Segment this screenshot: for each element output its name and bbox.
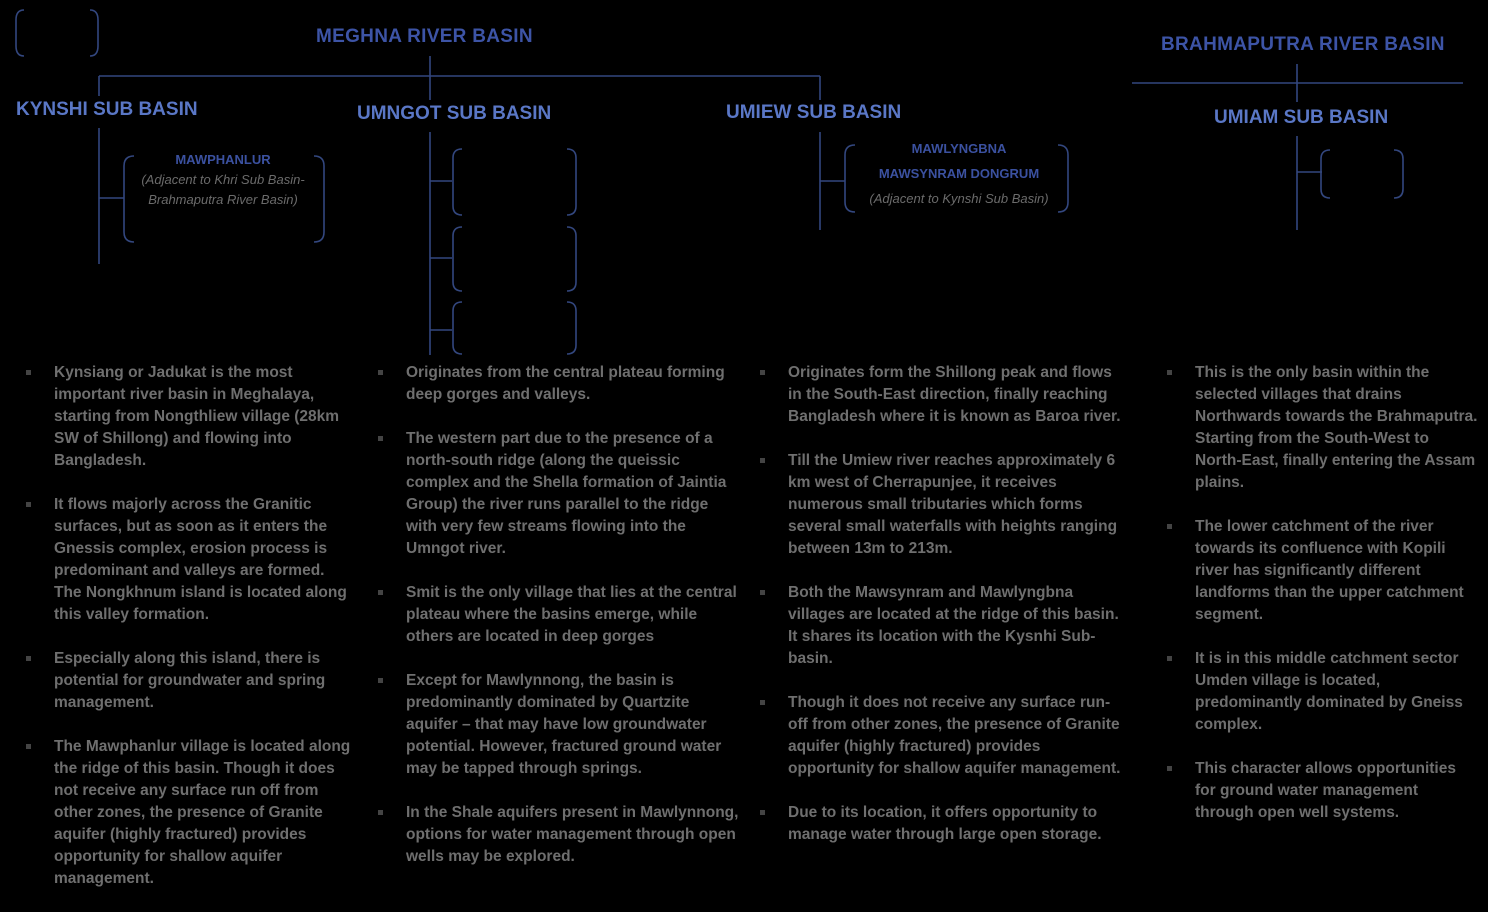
- list-item: The Mawphanlur village is located along the ridge of this basin. Though it does not receive any surface run off from other zones, the presence of Granite aquifer (highly fractured) provides opportunity for shallow aquifer management.: [26, 736, 354, 890]
- list-item: Both the Mawsynram and Mawlyngbna villages are located at the ridge of this basin. It shares its location with the Kysnhi Sub-basin.: [760, 582, 1122, 670]
- kynshi-village-note: (Adjacent to Khri Sub Basin- Brahmaputra River Basin): [141, 172, 305, 207]
- list-item: Kynsiang or Jadukat is the most important river basin in Meghalaya, starting from Nongthliew village (28km SW of Shillong) and flowing into Bangladesh.: [26, 362, 354, 472]
- list-item: Due to its location, it offers opportunity to manage water through large open storage.: [760, 802, 1122, 846]
- village-mawlyngbna: MAWLYNGBNA: [911, 141, 1007, 156]
- umiew-notes: [760, 362, 1122, 868]
- list-item: Originates form the Shillong peak and flows in the South-East direction, finally reaching Bangladesh where it is known as Baroa river.: [760, 362, 1122, 428]
- list-item: This character allows opportunities for ground water management through open well systems.: [1167, 758, 1479, 824]
- meghna-basin-title: MEGHNA RIVER BASIN: [316, 26, 533, 47]
- list-item: Till the Umiew river reaches approximately 6 km west of Cherrapunjee, it receives numerous small tributaries which forms several small waterfalls with heights ranging between 13m to 213m.: [760, 450, 1122, 560]
- list-item: Especially along this island, there is potential for groundwater and spring management.: [26, 648, 354, 714]
- kynshi-sub-basin-title: KYNSHI SUB BASIN: [16, 99, 198, 120]
- umiam-sub-basin-title: UMIAM SUB BASIN: [1214, 107, 1389, 128]
- list-item: In the Shale aquifers present in Mawlynnong, options for water management through open wells may be explored.: [378, 802, 742, 868]
- village-mawsynram-dongrum: MAWSYNRAM DONGRUM: [878, 166, 1040, 181]
- list-item: The lower catchment of the river towards its confluence with Kopili river has significantly different landforms than the upper catchment segment.: [1167, 516, 1479, 626]
- list-item: It flows majorly across the Granitic surfaces, but as soon as it enters the Gnessis complex, erosion process is predominant and valleys are formed. The Nongkhnum island is located along this valley formation.: [26, 494, 354, 626]
- list-item: Though it does not receive any surface run-off from other zones, the presence of Granite aquifer (highly fractured) provides opportunity for shallow aquifer management.: [760, 692, 1122, 780]
- village-mawphanlur: MAWPHANLUR: [175, 152, 271, 167]
- umiam-notes: [1167, 362, 1479, 846]
- list-item: The western part due to the presence of a north-south ridge (along the queissic complex and the Shella formation of Jaintia Group) the river runs parallel to the ridge with very few streams flowing into the Umngot river.: [378, 428, 742, 560]
- list-item: It is in this middle catchment sector Umden village is located, predominantly dominated by Gneiss complex.: [1167, 648, 1479, 736]
- umngot-notes: [378, 362, 742, 890]
- umiew-village-note: (Adjacent to Kynshi Sub Basin): [869, 191, 1049, 206]
- list-item: Originates from the central plateau forming deep gorges and valleys.: [378, 362, 742, 406]
- kynshi-notes: [26, 362, 354, 912]
- brahmaputra-basin-title: BRAHMAPUTRA RIVER BASIN: [1161, 34, 1445, 55]
- kynshi-village-box: [128, 150, 318, 210]
- list-item: Except for Mawlynnong, the basin is predominantly dominated by Quartzite aquifer – that may have low groundwater potential. However, fractured ground water may be tapped through springs.: [378, 670, 742, 780]
- list-item: This is the only basin within the selected villages that drains Northwards towards the Brahmaputra. Starting from the South-West to North-East, finally entering the Assam plains.: [1167, 362, 1479, 494]
- umngot-sub-basin-title: UMNGOT SUB BASIN: [357, 103, 552, 124]
- list-item: Smit is the only village that lies at the central plateau where the basins emerge, while others are located in deep gorges: [378, 582, 742, 648]
- umiew-village-box: [849, 136, 1069, 211]
- umiew-sub-basin-title: UMIEW SUB BASIN: [726, 102, 902, 123]
